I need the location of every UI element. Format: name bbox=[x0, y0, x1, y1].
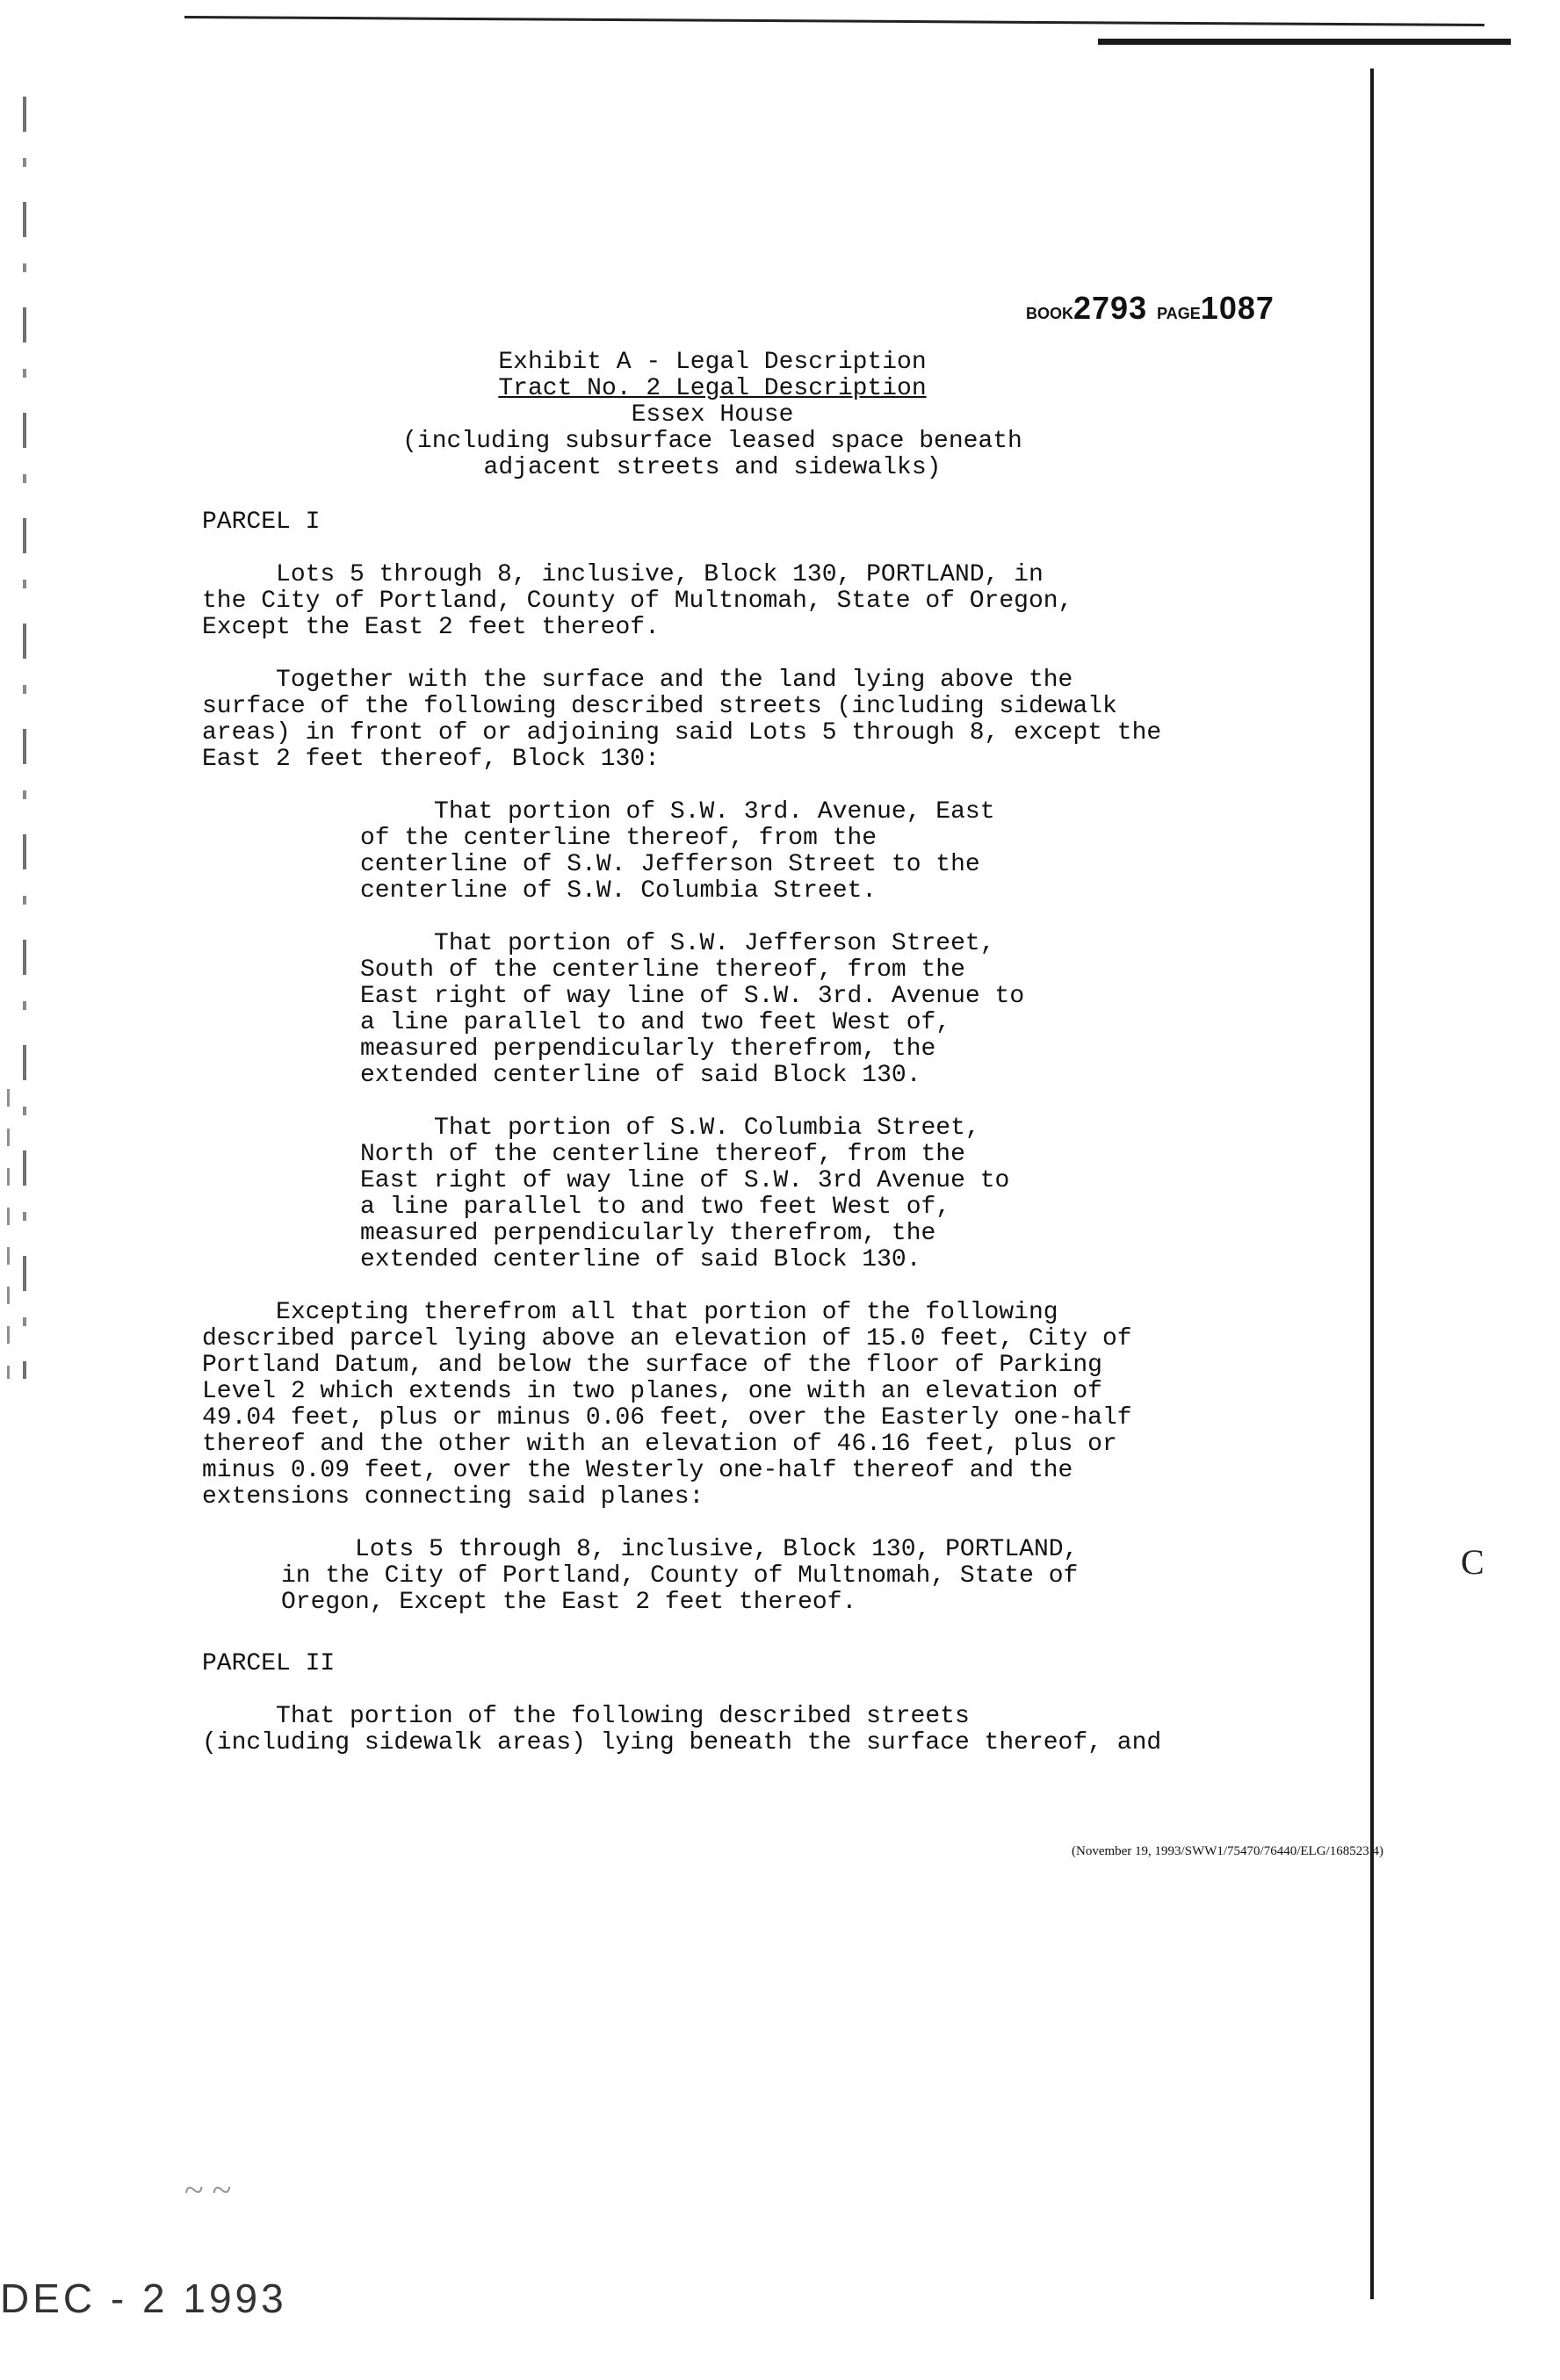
text-line: East right of way line of S.W. 3rd. Avenue to bbox=[360, 983, 1025, 1010]
text-line: a line parallel to and two feet West of, bbox=[360, 1194, 951, 1221]
text-line: East 2 feet thereof, Block 130: bbox=[202, 746, 660, 773]
text-line: extended centerline of said Block 130. bbox=[360, 1062, 921, 1089]
text-line: That portion of S.W. 3rd. Avenue, East bbox=[360, 798, 995, 826]
text-line: Portland Datum, and below the surface of the floor of Parking bbox=[202, 1352, 1102, 1379]
document-footer-reference: (November 19, 1993/SWW1/75470/76440/ELG/168523.4) bbox=[1072, 1844, 1383, 1858]
text-line: extensions connecting said planes: bbox=[202, 1483, 704, 1511]
scan-top-border bbox=[184, 16, 1484, 26]
text-line: surface of the following described streets (including sidewalk bbox=[202, 693, 1117, 720]
text-line: East right of way line of S.W. 3rd Avenue to bbox=[360, 1167, 1010, 1194]
page-number: 1087 bbox=[1200, 290, 1275, 326]
text-line: That portion of S.W. Jefferson Street, bbox=[360, 930, 995, 957]
parcel-2-heading: PARCEL II bbox=[202, 1650, 336, 1677]
scan-left-edge-marks bbox=[23, 97, 26, 1379]
recording-date-stamp: DEC - 2 1993 bbox=[0, 2275, 287, 2321]
text-line: That portion of the following described streets bbox=[202, 1703, 970, 1730]
scan-top-border-thick bbox=[1098, 39, 1511, 45]
scan-left-edge-marks-lower bbox=[7, 1089, 10, 1379]
text-line: of the centerline thereof, from the bbox=[360, 825, 878, 852]
text-line: in the City of Portland, County of Multnomah, State of bbox=[281, 1562, 1079, 1590]
tract-title-text: Tract No. 2 Legal Description bbox=[498, 375, 927, 402]
margin-handwritten-mark: C bbox=[1461, 1542, 1484, 1582]
text-line: the City of Portland, County of Multnomah, State of Oregon, bbox=[202, 588, 1073, 615]
page-label: PAGE bbox=[1157, 305, 1201, 322]
text-line: minus 0.09 feet, over the Westerly one-half thereof and the bbox=[202, 1457, 1073, 1484]
text-line: Lots 5 through 8, inclusive, Block 130, PORTLAND, bbox=[281, 1536, 1079, 1563]
text-line: measured perpendicularly therefrom, the bbox=[360, 1220, 936, 1247]
handwritten-scribble: ~ ~ bbox=[184, 2170, 232, 2210]
header-subtitle-2: adjacent streets and sidewalks) bbox=[483, 454, 942, 481]
text-line: Level 2 which extends in two planes, one with an elevation of bbox=[202, 1378, 1102, 1405]
exhibit-title: Exhibit A - Legal Description bbox=[498, 349, 927, 376]
text-line: a line parallel to and two feet West of, bbox=[360, 1009, 951, 1036]
text-line: extended centerline of said Block 130. bbox=[360, 1246, 921, 1273]
tract-title bbox=[307, 376, 1117, 402]
text-line: North of the centerline thereof, from the bbox=[360, 1141, 965, 1168]
text-line: That portion of S.W. Columbia Street, bbox=[360, 1114, 980, 1142]
text-line: thereof and the other with an elevation of 46.16 feet, plus or bbox=[202, 1431, 1117, 1458]
header-subtitle-1: (including subsurface leased space beneath bbox=[402, 428, 1022, 455]
text-line: Lots 5 through 8, inclusive, Block 130, PORTLAND, in bbox=[202, 561, 1044, 588]
scan-right-border bbox=[1370, 69, 1374, 2299]
text-line: Excepting therefrom all that portion of the following bbox=[202, 1299, 1058, 1326]
text-line: measured perpendicularly therefrom, the bbox=[360, 1035, 936, 1063]
book-label: BOOK bbox=[1026, 305, 1073, 322]
parcel-1-heading: PARCEL I bbox=[202, 508, 321, 536]
text-line: areas) in front of or adjoining said Lots 5 through 8, except the bbox=[202, 719, 1162, 746]
text-line: 49.04 feet, plus or minus 0.06 feet, over the Easterly one-half bbox=[202, 1404, 1132, 1432]
text-line: Except the East 2 feet thereof. bbox=[202, 614, 660, 641]
text-line: described parcel lying above an elevation of 15.0 feet, City of bbox=[202, 1325, 1132, 1352]
text-line: centerline of S.W. Columbia Street. bbox=[360, 877, 878, 905]
text-line: Oregon, Except the East 2 feet thereof. bbox=[281, 1589, 857, 1616]
book-number: 2793 bbox=[1073, 290, 1148, 326]
book-page-reference bbox=[1026, 290, 1275, 327]
property-name: Essex House bbox=[631, 401, 794, 429]
text-line: (including sidewalk areas) lying beneath the surface thereof, and bbox=[202, 1729, 1162, 1756]
text-line: centerline of S.W. Jefferson Street to the bbox=[360, 851, 980, 878]
text-line: Together with the surface and the land lying above the bbox=[202, 667, 1073, 694]
text-line: South of the centerline thereof, from the bbox=[360, 956, 965, 984]
